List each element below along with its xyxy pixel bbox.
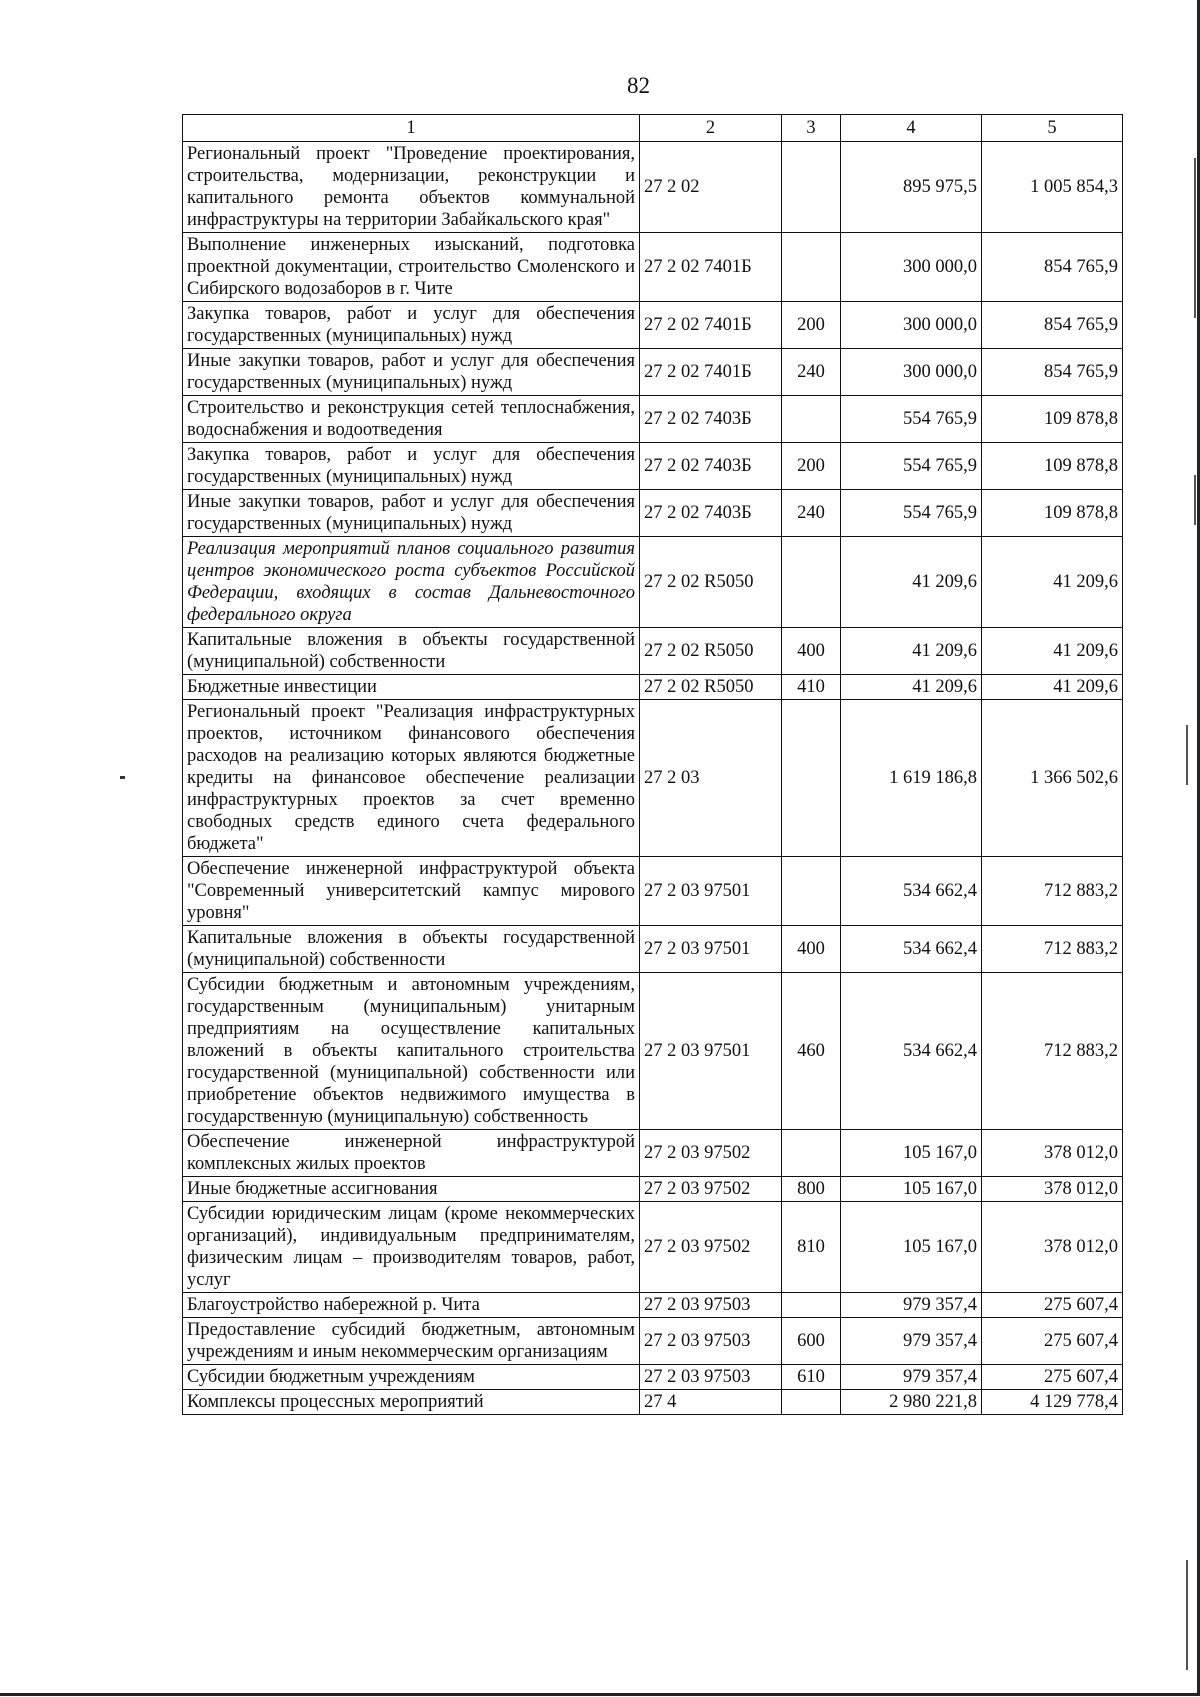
- table-row: [183, 1318, 1123, 1365]
- row-value-col4-cell: 979 357,4: [841, 1318, 982, 1365]
- row-code-cell: 27 2 03 97501: [640, 857, 782, 926]
- row-value-col5-cell: 109 878,8: [982, 396, 1123, 443]
- table-row: [183, 142, 1123, 233]
- row-value-col5-cell: 41 209,6: [982, 675, 1123, 700]
- table-row: [183, 675, 1123, 700]
- row-type-cell: [782, 233, 841, 302]
- row-value-col5-cell: 109 878,8: [982, 443, 1123, 490]
- row-code-cell: 27 2 02 7401Б: [640, 233, 782, 302]
- row-code-cell: 27 2 02 7403Б: [640, 490, 782, 537]
- row-name-cell: Иные бюджетные ассигнования: [183, 1177, 640, 1202]
- row-type-cell: 600: [782, 1318, 841, 1365]
- row-type-cell: [782, 1293, 841, 1318]
- row-value-col4-cell: 979 357,4: [841, 1293, 982, 1318]
- row-name-cell: Региональный проект "Проведение проектирования, строительства, модернизации, реконструкции и капитального ремонта объектов коммунальной инфраструктуры на территории Забайкальского края": [183, 142, 640, 233]
- row-name-cell: Бюджетные инвестиции: [183, 675, 640, 700]
- row-code-cell: 27 2 03 97501: [640, 926, 782, 973]
- row-code-cell: 27 2 03 97503: [640, 1293, 782, 1318]
- row-value-col4-cell: 554 765,9: [841, 490, 982, 537]
- row-value-col5-cell: 109 878,8: [982, 490, 1123, 537]
- scan-edge-mark: [1194, 475, 1196, 525]
- column-header: 2: [640, 115, 782, 142]
- row-value-col5-cell: 275 607,4: [982, 1365, 1123, 1390]
- row-name-cell: Капитальные вложения в объекты государственной (муниципальной) собственности: [183, 628, 640, 675]
- row-name-cell: Выполнение инженерных изысканий, подготовка проектной документации, строительство Смоленского и Сибирского водозаборов в г. Чите: [183, 233, 640, 302]
- page-number: 82: [627, 73, 650, 98]
- row-type-cell: [782, 857, 841, 926]
- column-header: 5: [982, 115, 1123, 142]
- row-name-cell: Субсидии юридическим лицам (кроме некоммерческих организаций), индивидуальным предпринимателям, физическим лицам – производителям товаров, работ, услуг: [183, 1202, 640, 1293]
- row-type-cell: 800: [782, 1177, 841, 1202]
- row-value-col4-cell: 105 167,0: [841, 1177, 982, 1202]
- row-value-col5-cell: 712 883,2: [982, 857, 1123, 926]
- row-value-col5-cell: 712 883,2: [982, 926, 1123, 973]
- row-value-col5-cell: 854 765,9: [982, 349, 1123, 396]
- row-value-col5-cell: 4 129 778,4: [982, 1390, 1123, 1415]
- row-code-cell: 27 2 03 97501: [640, 973, 782, 1130]
- row-code-cell: 27 2 02 7401Б: [640, 302, 782, 349]
- table-body: [183, 142, 1123, 1415]
- row-name-cell: Предоставление субсидий бюджетным, автономным учреждениям и иным некоммерческим организациям: [183, 1318, 640, 1365]
- row-type-cell: [782, 396, 841, 443]
- table-row: [183, 490, 1123, 537]
- row-value-col5-cell: 1 005 854,3: [982, 142, 1123, 233]
- row-value-col4-cell: 554 765,9: [841, 396, 982, 443]
- table-row: [183, 396, 1123, 443]
- table-row: [183, 1390, 1123, 1415]
- row-code-cell: 27 2 02 7403Б: [640, 443, 782, 490]
- row-type-cell: 200: [782, 302, 841, 349]
- row-type-cell: [782, 1130, 841, 1177]
- row-name-cell: Капитальные вложения в объекты государственной (муниципальной) собственности: [183, 926, 640, 973]
- row-value-col5-cell: 378 012,0: [982, 1130, 1123, 1177]
- row-value-col4-cell: 41 209,6: [841, 537, 982, 628]
- row-name-cell: Обеспечение инженерной инфраструктурой объекта "Современный университетский кампус мирового уровня": [183, 857, 640, 926]
- row-type-cell: 200: [782, 443, 841, 490]
- row-name-cell: Строительство и реконструкция сетей теплоснабжения, водоснабжения и водоотведения: [183, 396, 640, 443]
- row-name-cell: Закупка товаров, работ и услуг для обеспечения государственных (муниципальных) нужд: [183, 443, 640, 490]
- scan-edge-mark: [1186, 1560, 1188, 1670]
- row-code-cell: 27 2 03 97503: [640, 1365, 782, 1390]
- row-type-cell: 400: [782, 628, 841, 675]
- row-value-col5-cell: 41 209,6: [982, 628, 1123, 675]
- row-value-col4-cell: 300 000,0: [841, 302, 982, 349]
- table-row: [183, 1365, 1123, 1390]
- row-name-cell: Иные закупки товаров, работ и услуг для обеспечения государственных (муниципальных) нужд: [183, 349, 640, 396]
- row-code-cell: 27 2 03 97502: [640, 1202, 782, 1293]
- row-type-cell: [782, 1390, 841, 1415]
- row-value-col4-cell: 105 167,0: [841, 1202, 982, 1293]
- row-type-cell: [782, 142, 841, 233]
- row-code-cell: 27 2 02 7403Б: [640, 396, 782, 443]
- row-value-col4-cell: 1 619 186,8: [841, 700, 982, 857]
- row-name-cell: Субсидии бюджетным учреждениям: [183, 1365, 640, 1390]
- row-name-cell: Обеспечение инженерной инфраструктурой комплексных жилых проектов: [183, 1130, 640, 1177]
- column-header: 3: [782, 115, 841, 142]
- row-value-col4-cell: 895 975,5: [841, 142, 982, 233]
- column-header: 4: [841, 115, 982, 142]
- row-type-cell: [782, 700, 841, 857]
- row-value-col4-cell: 41 209,6: [841, 675, 982, 700]
- row-type-cell: 610: [782, 1365, 841, 1390]
- row-value-col4-cell: 534 662,4: [841, 857, 982, 926]
- table-row: [183, 926, 1123, 973]
- table-row: [183, 857, 1123, 926]
- row-code-cell: 27 4: [640, 1390, 782, 1415]
- scan-edge-mark: [1186, 725, 1188, 785]
- row-type-cell: 400: [782, 926, 841, 973]
- row-value-col5-cell: 275 607,4: [982, 1293, 1123, 1318]
- table-row: [183, 1293, 1123, 1318]
- row-value-col5-cell: 378 012,0: [982, 1177, 1123, 1202]
- row-code-cell: 27 2 02 R5050: [640, 628, 782, 675]
- row-code-cell: 27 2 02 R5050: [640, 537, 782, 628]
- row-name-cell: Закупка товаров, работ и услуг для обеспечения государственных (муниципальных) нужд: [183, 302, 640, 349]
- row-type-cell: 410: [782, 675, 841, 700]
- row-type-cell: 240: [782, 349, 841, 396]
- row-value-col4-cell: 554 765,9: [841, 443, 982, 490]
- row-name-cell: Комплексы процессных мероприятий: [183, 1390, 640, 1415]
- row-name-cell: Иные закупки товаров, работ и услуг для обеспечения государственных (муниципальных) нужд: [183, 490, 640, 537]
- row-type-cell: 810: [782, 1202, 841, 1293]
- row-name-cell: Благоустройство набережной р. Чита: [183, 1293, 640, 1318]
- table-row: [183, 537, 1123, 628]
- row-value-col5-cell: 1 366 502,6: [982, 700, 1123, 857]
- scan-edge-mark: [1194, 158, 1196, 318]
- row-value-col4-cell: 979 357,4: [841, 1365, 982, 1390]
- table-row: [183, 349, 1123, 396]
- row-code-cell: 27 2 03 97502: [640, 1177, 782, 1202]
- row-name-cell: Региональный проект "Реализация инфраструктурных проектов, источником финансового обеспечения расходов на реализацию которых являются бюджетные кредиты на финансовое обеспечение реализации инфраструктурных проектов за счет временно свободных средств единого счета федерального бюджета": [183, 700, 640, 857]
- row-code-cell: 27 2 03 97503: [640, 1318, 782, 1365]
- row-code-cell: 27 2 02 R5050: [640, 675, 782, 700]
- row-value-col4-cell: 300 000,0: [841, 233, 982, 302]
- row-type-cell: [782, 537, 841, 628]
- row-type-cell: 460: [782, 973, 841, 1130]
- row-value-col5-cell: 275 607,4: [982, 1318, 1123, 1365]
- table-row: [183, 1177, 1123, 1202]
- row-value-col4-cell: 300 000,0: [841, 349, 982, 396]
- table-row: [183, 443, 1123, 490]
- row-value-col4-cell: 41 209,6: [841, 628, 982, 675]
- table-row: [183, 700, 1123, 857]
- row-value-col5-cell: 854 765,9: [982, 233, 1123, 302]
- row-name-cell: Реализация мероприятий планов социального развития центров экономического роста субъектов Российской Федерации, входящих в состав Дальневосточного федерального округа: [183, 537, 640, 628]
- table-header-row: [183, 115, 1123, 142]
- scan-dot-mark: [120, 776, 125, 779]
- table-row: [183, 628, 1123, 675]
- row-value-col4-cell: 534 662,4: [841, 973, 982, 1130]
- row-value-col5-cell: 378 012,0: [982, 1202, 1123, 1293]
- row-value-col4-cell: 2 980 221,8: [841, 1390, 982, 1415]
- table-row: [183, 302, 1123, 349]
- row-value-col5-cell: 712 883,2: [982, 973, 1123, 1130]
- row-name-cell: Субсидии бюджетным и автономным учреждениям, государственным (муниципальным) унитарным предприятиям на осуществление капитальных вложений в объекты капитального строительства государственной (муниципальной) собственности или приобретение объектов недвижимого имущества в государственную (муниципальную) собственность: [183, 973, 640, 1130]
- budget-table: [182, 114, 1123, 1415]
- row-value-col5-cell: 41 209,6: [982, 537, 1123, 628]
- table-row: [183, 973, 1123, 1130]
- row-code-cell: 27 2 03: [640, 700, 782, 857]
- table-row: [183, 233, 1123, 302]
- row-code-cell: 27 2 03 97502: [640, 1130, 782, 1177]
- row-value-col4-cell: 534 662,4: [841, 926, 982, 973]
- row-type-cell: 240: [782, 490, 841, 537]
- table-row: [183, 1202, 1123, 1293]
- table-row: [183, 1130, 1123, 1177]
- row-code-cell: 27 2 02: [640, 142, 782, 233]
- row-value-col5-cell: 854 765,9: [982, 302, 1123, 349]
- row-value-col4-cell: 105 167,0: [841, 1130, 982, 1177]
- row-code-cell: 27 2 02 7401Б: [640, 349, 782, 396]
- column-header: 1: [183, 115, 640, 142]
